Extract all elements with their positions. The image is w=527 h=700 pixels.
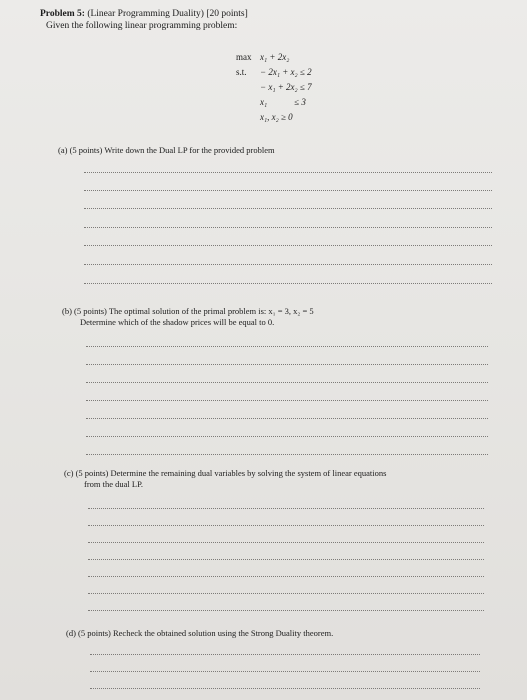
answer-lines-a[interactable] — [84, 172, 492, 292]
lp-row-nonnegativity: x₁, x₂ ≥ 0 — [260, 112, 293, 122]
question-b: (b) (5 points) The optimal solution of the primal problem is: x₁ = 3, x₂ = 5 Determine which of the shadow prices will be equal to 0. — [62, 306, 314, 327]
lp-row-objective: max x₁ + 2x₂ — [236, 52, 290, 62]
question-c: (c) (5 points) Determine the remaining dual variables by solving the system of linear equations from the dual LP. — [64, 468, 387, 489]
question-a: (a) (5 points) Write down the Dual LP for the provided problem — [58, 145, 275, 155]
answer-lines-b[interactable] — [86, 346, 488, 458]
lp-row-constraint-3: x₁ ≤ 3 — [260, 97, 306, 107]
answer-lines-d[interactable] — [90, 654, 480, 698]
lp-formulation — [236, 50, 312, 125]
problem-header — [40, 8, 248, 32]
lp-row-constraint-1: s.t. − 2x₁ + x₂ ≤ 2 — [236, 67, 312, 77]
question-d: (d) (5 points) Recheck the obtained solution using the Strong Duality theorem. — [66, 628, 334, 638]
problem-title: Problem 5: (Linear Programming Duality) [20 points] — [40, 9, 248, 19]
answer-lines-c[interactable] — [88, 508, 484, 620]
lp-row-constraint-2: − x₁ + 2x₂ ≤ 7 — [260, 82, 312, 92]
problem-subtitle: Given the following linear programming problem: — [46, 21, 238, 31]
